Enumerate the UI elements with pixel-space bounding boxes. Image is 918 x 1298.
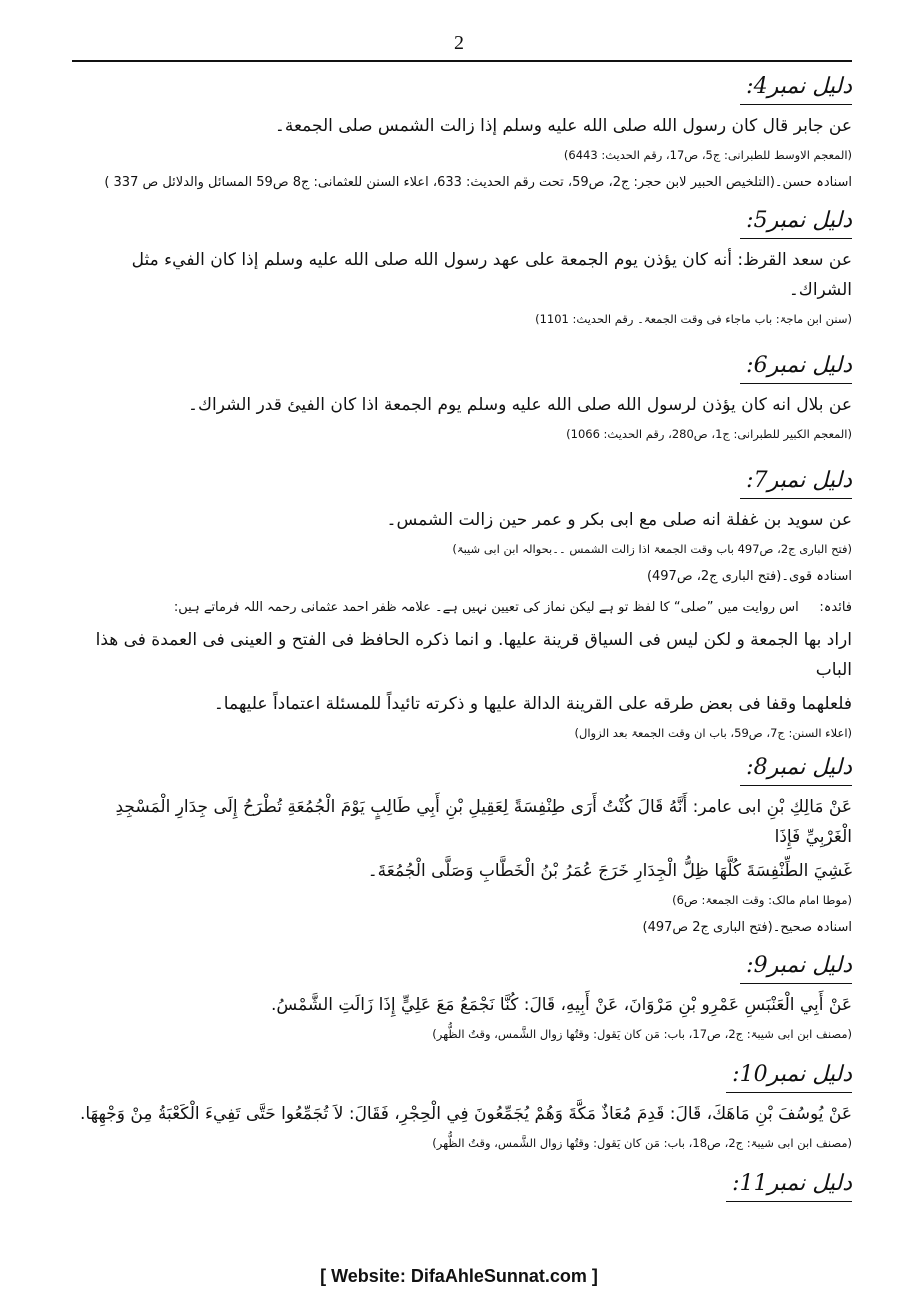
hadith-text-8b: غَشِيَ الطِّنْفِسَةَ كُلَّهَا ظِلُّ الْجِدَارِ خَرَجَ عُمَرُ بْنُ الْخَطَّابِ وَصَلَّى الْجُمُعَةَ۔ [367,861,852,881]
section-heading-4: دلیل نمبر4: [72,66,852,107]
hadith-text-5: عن سعد القرظ: أنه كان يؤذن يوم الجمعة على عهد رسول الله صلى الله عليه وسلم إذا كان الفيء مثل الشراك۔ [131,250,852,300]
isnad-4: اسنادہ حسن۔(التلخیص الحبیر لابن حجر: ج2، ص59، تحت رقم الحدیث: 633، اعلاء السنن للعثمانی: ج8 ص59 المسائل والدلائل ص 337 ) [104,175,852,190]
section-heading-9: دلیل نمبر9: [72,945,852,986]
hadith-text-9: عَنْ أَبِي الْعَنْبَسِ عَمْرِو بْنِ مَرْوَانَ، عَنْ أَبِيهِ، قَالَ: كُنَّا نَجْمَعُ مَعَ عَلِيٍّ إِذَا زَالَتِ الشَّمْسُ. [271,995,852,1015]
quote-line-1: اراد بها الجمعة و لكن ليس فى السياق قرينة عليها. و انما ذكره الحافظ فى الفتح و العينى فى العمدة فى هذا الباب [95,630,852,680]
isnad-8: اسنادہ صحیح۔(فتح الباری ج2 ص497) [642,920,852,935]
document-body [72,66,852,1204]
reference-9: (مصنف ابن ابی شیبۃ: ج2، ص17، باب: مَن کان یَقول: وقتُھا زوال الشَّمس، وقتُ الظُّھر) [432,1027,852,1041]
hadith-text-10: عَنْ يُوسُفَ بْنِ مَاهَكَ، قَالَ: قَدِمَ مُعَاذٌ مَكَّةَ وَهُمْ يُجَمِّعُونَ فِي الْحِجْرِ، فَقَالَ: لاَ تُجَمِّعُوا حَتَّى تَفِيءَ الْكَعْبَةُ مِنْ وَجْهِهَا. [80,1104,852,1124]
reference-6: (المعجم الکبیر للطبرانی: ج1، ص280، رقم الحدیث: 1066) [566,427,852,441]
note-7 [72,594,852,621]
hadith-text-7: عن سويد بن غفلة انه صلى مع ابى بكر و عمر حين زالت الشمس۔ [386,510,852,530]
reference-5: (سنن ابن ماجۃ: باب ماجاء فی وقت الجمعۃ۔ رقم الحدیث: 1101) [535,312,852,326]
section-heading-8: دلیل نمبر8: [72,747,852,788]
quote-line-2: فلعلهما وقفا فى بعض طرقه على القرينة الدالة عليها و ذكرته تائيداً للمسئلة اعتماداً عليهما۔ [213,694,852,714]
hadith-text-4: عن جابر قال كان رسول الله صلى الله عليه وسلم إذا زالت الشمس صلى الجمعة۔ [274,116,852,136]
section-heading-11: دلیل نمبر11: [72,1163,852,1204]
section-heading-5: دلیل نمبر5: [72,200,852,241]
website-footer: [ Website: DifaAhleSunnat.com ] [320,1266,598,1286]
note-label: فائدہ: [819,600,852,615]
isnad-7: اسنادہ قوی۔(فتح الباری ج2، ص497) [646,569,852,584]
top-divider [72,60,852,62]
hadith-text-8a: عَنْ مَالِكِ بْنِ ابی عامر: أَنَّهُ قَالَ كُنْتُ أَرَى طِنْفِسَةً لِعَقِيلِ بْنِ أَبِي طَالِبٍ يَوْمَ الْجُمُعَةِ تُطْرَحُ إِلَى جِدَارِ الْمَسْجِدِ الْغَرْبِيِّ فَإِذَا [115,797,852,847]
section-heading-7: دلیل نمبر7: [72,460,852,501]
reference-7b: (اعلاء السنن: ج7، ص59، باب ان وقت الجمعۃ بعد الزوال) [574,726,852,740]
hadith-text-6: عن بلال انه كان يؤذن لرسول الله صلى الله عليه وسلم يوم الجمعة اذا كان الفيئ قدر الشراك۔ [188,395,852,415]
reference-4: (المعجم الاوسط للطبرانی: ج5، ص17، رقم الحدیث: 6443) [563,148,852,162]
reference-10: (مصنف ابن ابی شیبۃ: ج2، ص18، باب: مَن کان یَقول: وقتُھا زوال الشَّمس، وقتُ الظُّھر) [432,1136,852,1150]
section-heading-6: دلیل نمبر6: [72,345,852,386]
note-text: اس روایت میں ”صلی“ کا لفظ تو ہے لیکن نماز کی تعیین نہیں ہے۔ علامہ ظفر احمد عثمانی رحمہ اللہ فرماتے ہیں: [173,600,799,615]
page-number: 2 [454,32,464,54]
section-heading-10: دلیل نمبر10: [72,1054,852,1095]
reference-8: (موطا امام مالک: وقت الجمعۃ: ص6) [672,893,852,907]
reference-7: (فتح الباری ج2، ص497 باب وقت الجمعۃ اذا زالت الشمس ۔۔بحوالہ ابن ابی شیبۃ) [452,542,852,556]
